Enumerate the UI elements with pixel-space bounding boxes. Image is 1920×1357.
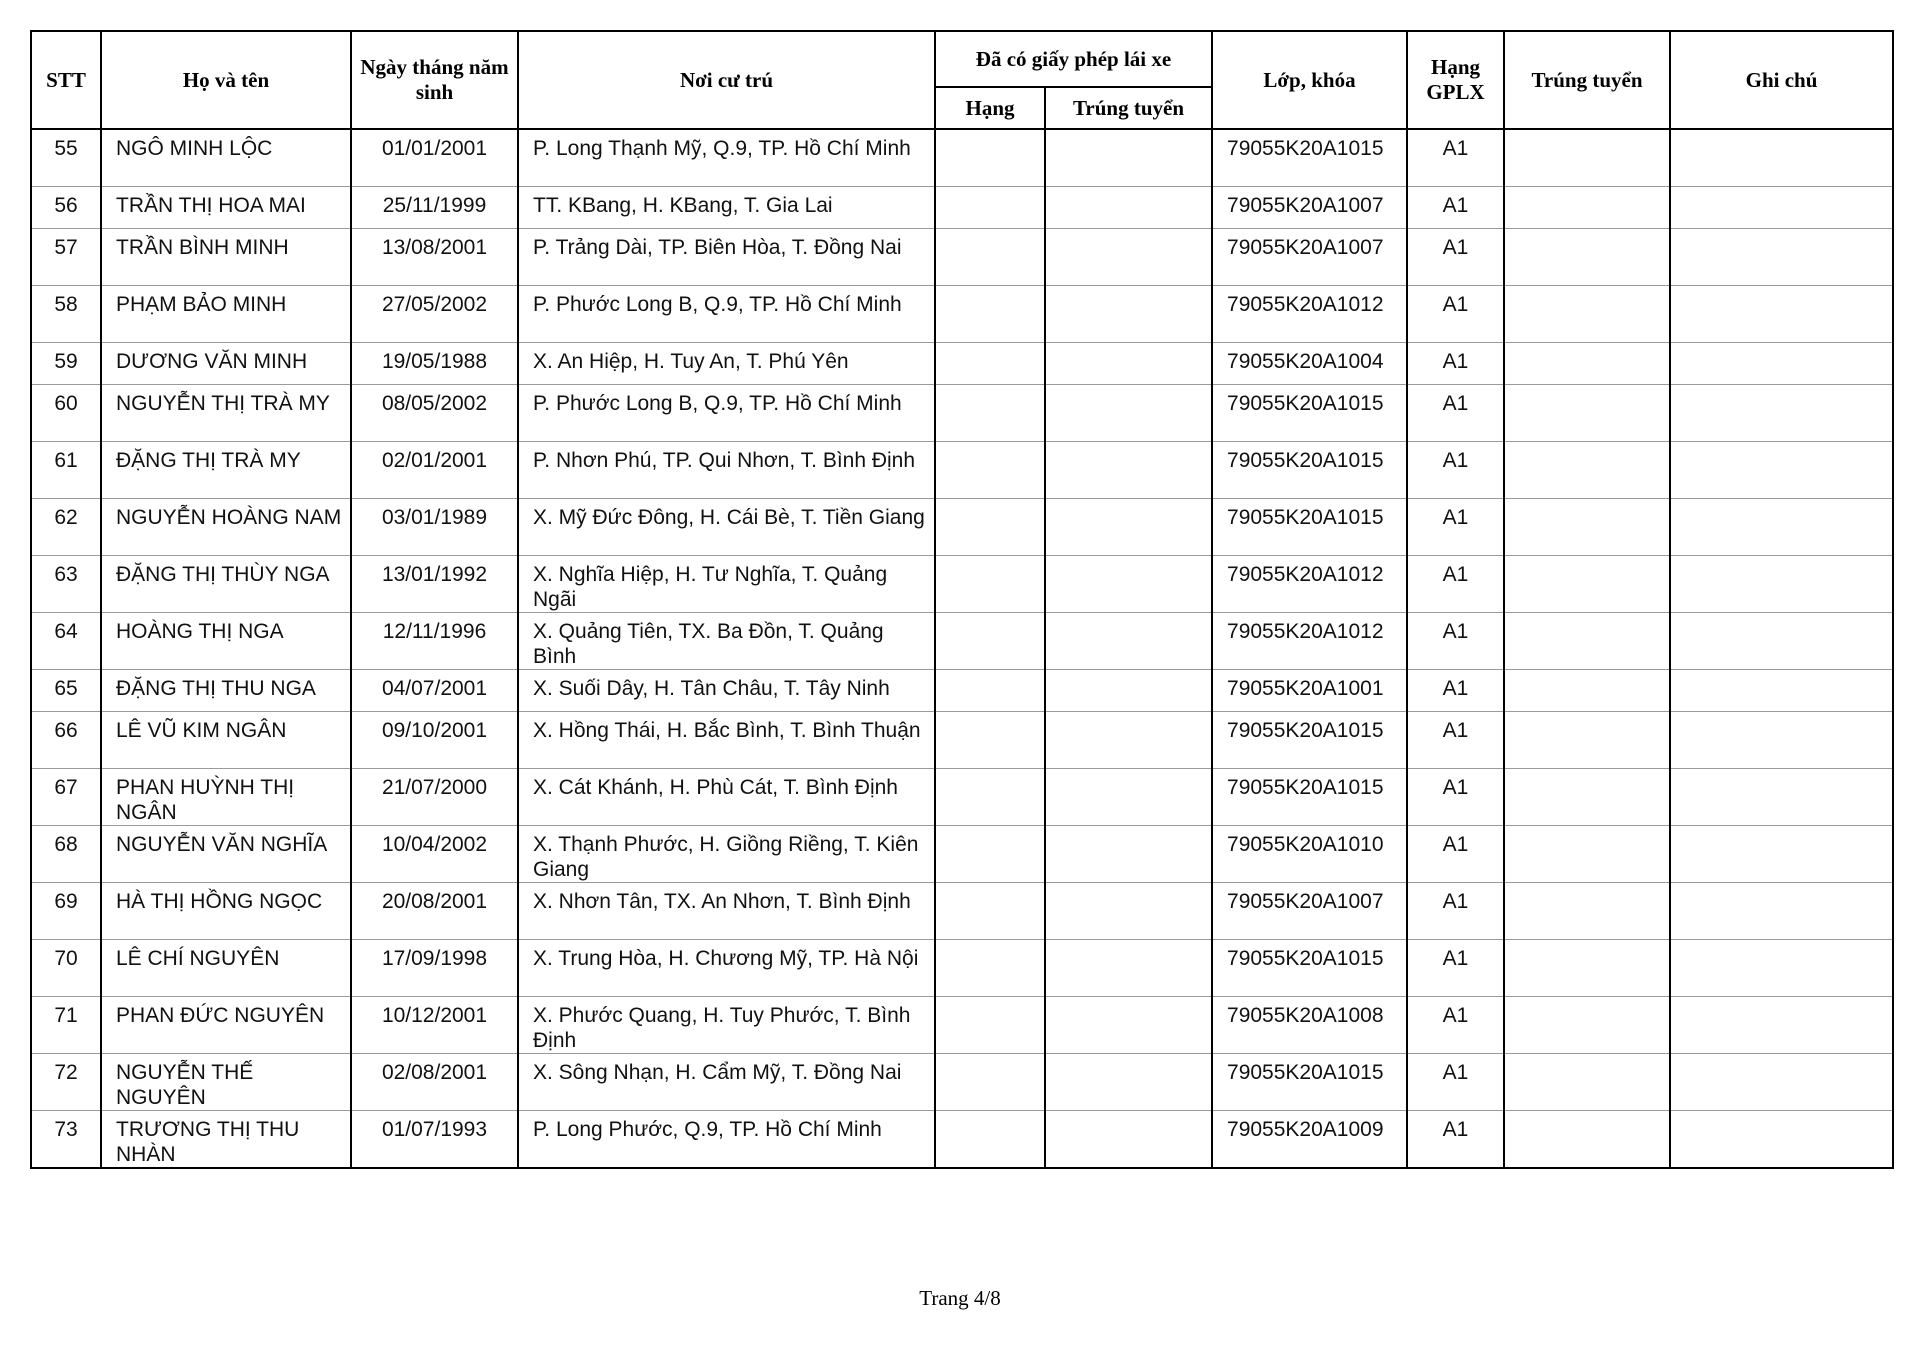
cell-class: 79055K20A1009 [1212,1110,1407,1168]
page-number: Trang 4/8 [919,1286,1001,1310]
cell-note [1670,882,1893,939]
cell-passed [1504,612,1670,669]
cell-license-passed [1045,498,1212,555]
cell-note [1670,342,1893,384]
cell-license-passed [1045,996,1212,1053]
cell-license-passed [1045,555,1212,612]
cell-note [1670,498,1893,555]
cell-license-rank [935,711,1045,768]
cell-class: 79055K20A1015 [1212,498,1407,555]
cell-dob: 13/08/2001 [351,228,518,285]
cell-license-rank [935,441,1045,498]
table-row [31,342,1893,384]
cell-class: 79055K20A1015 [1212,129,1407,186]
cell-license-passed [1045,384,1212,441]
cell-stt: 63 [31,555,101,612]
document-sheet [30,30,1892,1169]
cell-gplx: A1 [1407,768,1504,825]
cell-license-passed [1045,882,1212,939]
cell-passed [1504,384,1670,441]
table-row [31,1053,1893,1110]
cell-class: 79055K20A1012 [1212,555,1407,612]
cell-note [1670,285,1893,342]
header-stt: STT [31,31,101,129]
cell-residence: P. Phước Long B, Q.9, TP. Hồ Chí Minh [518,384,935,441]
cell-class: 79055K20A1007 [1212,882,1407,939]
cell-note [1670,555,1893,612]
cell-license-rank [935,669,1045,711]
table-row [31,285,1893,342]
header-license-group: Đã có giấy phép lái xe [935,31,1212,87]
cell-note [1670,612,1893,669]
cell-license-passed [1045,1110,1212,1168]
header-note: Ghi chú [1670,31,1893,129]
cell-passed [1504,1053,1670,1110]
cell-dob: 01/01/2001 [351,129,518,186]
cell-license-rank [935,612,1045,669]
cell-gplx: A1 [1407,228,1504,285]
cell-gplx: A1 [1407,939,1504,996]
cell-passed [1504,939,1670,996]
cell-gplx: A1 [1407,498,1504,555]
cell-dob: 08/05/2002 [351,384,518,441]
cell-residence: X. An Hiệp, H. Tuy An, T. Phú Yên [518,342,935,384]
cell-gplx: A1 [1407,669,1504,711]
cell-residence: X. Quảng Tiên, TX. Ba Đồn, T. Quảng Bình [518,612,935,669]
cell-residence: X. Nhơn Tân, TX. An Nhơn, T. Bình Định [518,882,935,939]
cell-gplx: A1 [1407,1053,1504,1110]
cell-note [1670,129,1893,186]
cell-gplx: A1 [1407,996,1504,1053]
cell-license-passed [1045,1053,1212,1110]
cell-class: 79055K20A1012 [1212,285,1407,342]
cell-stt: 56 [31,186,101,228]
cell-stt: 65 [31,669,101,711]
cell-license-rank [935,186,1045,228]
cell-class: 79055K20A1015 [1212,768,1407,825]
table-row [31,384,1893,441]
cell-passed [1504,498,1670,555]
header-passed: Trúng tuyển [1504,31,1670,129]
cell-passed [1504,441,1670,498]
cell-passed [1504,186,1670,228]
cell-dob: 12/11/1996 [351,612,518,669]
cell-gplx: A1 [1407,342,1504,384]
cell-name: TRẦN BÌNH MINH [101,228,351,285]
cell-dob: 09/10/2001 [351,711,518,768]
cell-license-rank [935,228,1045,285]
table-row [31,939,1893,996]
cell-passed [1504,669,1670,711]
cell-license-rank [935,342,1045,384]
cell-dob: 20/08/2001 [351,882,518,939]
cell-class: 79055K20A1015 [1212,939,1407,996]
header-residence: Nơi cư trú [518,31,935,129]
cell-note [1670,711,1893,768]
cell-name: LÊ CHÍ NGUYÊN [101,939,351,996]
cell-gplx: A1 [1407,441,1504,498]
cell-note [1670,186,1893,228]
cell-note [1670,669,1893,711]
cell-name: NGUYỄN THỊ TRÀ MY [101,384,351,441]
cell-stt: 70 [31,939,101,996]
cell-passed [1504,825,1670,882]
cell-class: 79055K20A1007 [1212,186,1407,228]
cell-class: 79055K20A1015 [1212,711,1407,768]
cell-passed [1504,996,1670,1053]
table-row [31,768,1893,825]
cell-name: NGUYỄN THẾ NGUYÊN [101,1053,351,1110]
cell-residence: P. Phước Long B, Q.9, TP. Hồ Chí Minh [518,285,935,342]
cell-license-rank [935,384,1045,441]
cell-license-passed [1045,342,1212,384]
cell-stt: 68 [31,825,101,882]
cell-residence: P. Long Thạnh Mỹ, Q.9, TP. Hồ Chí Minh [518,129,935,186]
cell-dob: 04/07/2001 [351,669,518,711]
cell-passed [1504,342,1670,384]
cell-note [1670,228,1893,285]
cell-passed [1504,768,1670,825]
cell-passed [1504,1110,1670,1168]
table-row [31,186,1893,228]
cell-note [1670,939,1893,996]
cell-note [1670,768,1893,825]
cell-license-rank [935,996,1045,1053]
cell-name: ĐẶNG THỊ TRÀ MY [101,441,351,498]
cell-gplx: A1 [1407,555,1504,612]
cell-dob: 02/01/2001 [351,441,518,498]
cell-gplx: A1 [1407,612,1504,669]
cell-stt: 71 [31,996,101,1053]
table-row [31,669,1893,711]
cell-note [1670,384,1893,441]
table-row [31,882,1893,939]
cell-residence: P. Nhơn Phú, TP. Qui Nhơn, T. Bình Định [518,441,935,498]
cell-stt: 60 [31,384,101,441]
cell-gplx: A1 [1407,711,1504,768]
cell-gplx: A1 [1407,825,1504,882]
cell-passed [1504,882,1670,939]
cell-stt: 73 [31,1110,101,1168]
cell-class: 79055K20A1012 [1212,612,1407,669]
cell-gplx: A1 [1407,384,1504,441]
cell-residence: X. Phước Quang, H. Tuy Phước, T. Bình Định [518,996,935,1053]
cell-gplx: A1 [1407,882,1504,939]
cell-dob: 01/07/1993 [351,1110,518,1168]
cell-name: PHAN ĐỨC NGUYÊN [101,996,351,1053]
cell-dob: 21/07/2000 [351,768,518,825]
cell-license-passed [1045,129,1212,186]
cell-license-rank [935,825,1045,882]
cell-license-rank [935,882,1045,939]
cell-note [1670,1110,1893,1168]
cell-license-rank [935,1053,1045,1110]
cell-license-rank [935,285,1045,342]
cell-dob: 10/04/2002 [351,825,518,882]
cell-class: 79055K20A1010 [1212,825,1407,882]
cell-stt: 59 [31,342,101,384]
cell-passed [1504,285,1670,342]
cell-passed [1504,129,1670,186]
header-name: Họ và tên [101,31,351,129]
cell-residence: X. Suối Dây, H. Tân Châu, T. Tây Ninh [518,669,935,711]
cell-name: LÊ VŨ KIM NGÂN [101,711,351,768]
cell-license-rank [935,498,1045,555]
cell-stt: 57 [31,228,101,285]
cell-dob: 03/01/1989 [351,498,518,555]
cell-stt: 72 [31,1053,101,1110]
cell-license-passed [1045,186,1212,228]
cell-name: ĐẶNG THỊ THÙY NGA [101,555,351,612]
cell-license-passed [1045,711,1212,768]
cell-note [1670,441,1893,498]
cell-residence: TT. KBang, H. KBang, T. Gia Lai [518,186,935,228]
cell-dob: 17/09/1998 [351,939,518,996]
cell-stt: 58 [31,285,101,342]
header-class: Lớp, khóa [1212,31,1407,129]
cell-name: PHAN HUỲNH THỊ NGÂN [101,768,351,825]
cell-name: NGÔ MINH LỘC [101,129,351,186]
table-row [31,555,1893,612]
cell-name: NGUYỄN HOÀNG NAM [101,498,351,555]
cell-residence: X. Hồng Thái, H. Bắc Bình, T. Bình Thuận [518,711,935,768]
cell-stt: 64 [31,612,101,669]
cell-license-passed [1045,825,1212,882]
cell-license-passed [1045,669,1212,711]
table-row [31,441,1893,498]
cell-class: 79055K20A1015 [1212,441,1407,498]
table-row [31,1110,1893,1168]
cell-note [1670,1053,1893,1110]
cell-class: 79055K20A1007 [1212,228,1407,285]
cell-note [1670,825,1893,882]
cell-license-passed [1045,939,1212,996]
cell-name: HÀ THỊ HỒNG NGỌC [101,882,351,939]
cell-passed [1504,555,1670,612]
table-row [31,825,1893,882]
table-row [31,612,1893,669]
cell-name: ĐẶNG THỊ THU NGA [101,669,351,711]
cell-residence: X. Cát Khánh, H. Phù Cát, T. Bình Định [518,768,935,825]
cell-note [1670,996,1893,1053]
cell-license-passed [1045,285,1212,342]
cell-license-passed [1045,768,1212,825]
cell-name: HOÀNG THỊ NGA [101,612,351,669]
cell-residence: P. Long Phước, Q.9, TP. Hồ Chí Minh [518,1110,935,1168]
table-row [31,711,1893,768]
table-row [31,498,1893,555]
cell-gplx: A1 [1407,285,1504,342]
cell-name: NGUYỄN VĂN NGHĨA [101,825,351,882]
cell-stt: 66 [31,711,101,768]
cell-license-rank [935,1110,1045,1168]
cell-class: 79055K20A1015 [1212,384,1407,441]
cell-stt: 67 [31,768,101,825]
cell-license-passed [1045,612,1212,669]
table-row [31,996,1893,1053]
cell-stt: 55 [31,129,101,186]
cell-residence: X. Nghĩa Hiệp, H. Tư Nghĩa, T. Quảng Ngãi [518,555,935,612]
header-license-rank: Hạng [935,87,1045,129]
table-header [31,31,1893,129]
candidate-table [30,30,1894,1169]
cell-dob: 13/01/1992 [351,555,518,612]
cell-license-passed [1045,228,1212,285]
cell-passed [1504,711,1670,768]
cell-residence: X. Sông Nhạn, H. Cẩm Mỹ, T. Đồng Nai [518,1053,935,1110]
header-dob: Ngày tháng năm sinh [351,31,518,129]
table-body [31,129,1893,1168]
table-row [31,228,1893,285]
cell-residence: X. Trung Hòa, H. Chương Mỹ, TP. Hà Nội [518,939,935,996]
cell-license-rank [935,129,1045,186]
cell-class: 79055K20A1015 [1212,1053,1407,1110]
cell-dob: 10/12/2001 [351,996,518,1053]
cell-license-rank [935,555,1045,612]
cell-name: DƯƠNG VĂN MINH [101,342,351,384]
cell-dob: 19/05/1988 [351,342,518,384]
cell-residence: X. Thạnh Phước, H. Giồng Riềng, T. Kiên Giang [518,825,935,882]
cell-license-rank [935,768,1045,825]
cell-stt: 62 [31,498,101,555]
cell-license-passed [1045,441,1212,498]
cell-name: TRẦN THỊ HOA MAI [101,186,351,228]
cell-dob: 27/05/2002 [351,285,518,342]
cell-class: 79055K20A1008 [1212,996,1407,1053]
cell-class: 79055K20A1001 [1212,669,1407,711]
cell-class: 79055K20A1004 [1212,342,1407,384]
cell-gplx: A1 [1407,1110,1504,1168]
cell-name: PHẠM BẢO MINH [101,285,351,342]
cell-dob: 02/08/2001 [351,1053,518,1110]
cell-name: TRƯƠNG THỊ THU NHÀN [101,1110,351,1168]
header-license-passed: Trúng tuyển [1045,87,1212,129]
cell-gplx: A1 [1407,129,1504,186]
cell-gplx: A1 [1407,186,1504,228]
cell-stt: 61 [31,441,101,498]
cell-license-rank [935,939,1045,996]
cell-residence: X. Mỹ Đức Đông, H. Cái Bè, T. Tiền Giang [518,498,935,555]
cell-residence: P. Trảng Dài, TP. Biên Hòa, T. Đồng Nai [518,228,935,285]
cell-stt: 69 [31,882,101,939]
header-gplx: Hạng GPLX [1407,31,1504,129]
cell-passed [1504,228,1670,285]
cell-dob: 25/11/1999 [351,186,518,228]
table-row [31,129,1893,186]
